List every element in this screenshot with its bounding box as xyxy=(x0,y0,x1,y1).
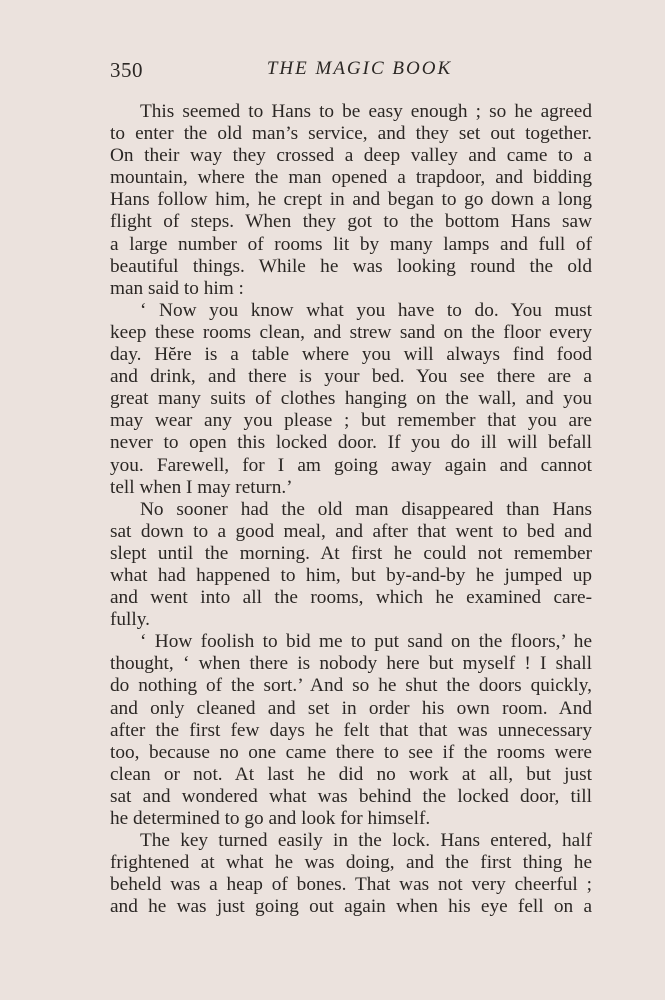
text-line: clean or not. At last he did no work at all, but just xyxy=(110,763,592,785)
text-line: great many suits of clothes hanging on the wall, and you xyxy=(110,388,592,410)
running-title: THE MAGIC BOOK xyxy=(266,58,453,79)
text-line: beheld was a heap of bones. That was not very cheerful ; xyxy=(110,874,592,896)
text-line: a large number of rooms lit by many lamps and full of xyxy=(110,233,592,255)
text-line: This seemed to Hans to be easy enough ; so he agreed xyxy=(140,101,592,122)
text-line: slept until the morning. At first he could not remember xyxy=(110,542,592,564)
text-line: The key turned easily in the lock. Hans entered, half xyxy=(140,830,592,852)
text-line: to enter the old man’s service, and they set out together. xyxy=(110,123,592,145)
text-line: No sooner had the old man disappeared than Hans xyxy=(140,498,592,520)
text-line: thought, ‘ when there is nobody here but myself ! I shall xyxy=(110,653,592,675)
text-line: too, because no one came there to see if the rooms were xyxy=(110,741,592,763)
text-line: what had happened to him, but by-and-by he jumped up xyxy=(110,564,592,586)
text-line: after the first few days he felt that that was unnecessary xyxy=(110,719,592,741)
text-line: sat down to a good meal, and after that went to bed and xyxy=(110,520,592,542)
text-line: you. Farewell, for I am going away again and cannot xyxy=(110,454,592,476)
text-line: day. Hĕre is a table where you will always find food xyxy=(110,344,592,366)
text-line: and drink, and there is your bed. You see there are a xyxy=(110,366,592,388)
text-line: never to open this locked door. If you do ill will befall xyxy=(110,432,592,454)
text-line: tell when I may return.’ xyxy=(110,476,293,498)
text-line: may wear any you please ; but remember that you are xyxy=(110,410,592,432)
text-line: fully. xyxy=(110,609,150,631)
text-line: ‘ How foolish to bid me to put sand on the floors,’ he xyxy=(140,631,592,653)
text-line: beautiful things. While he was looking round the old xyxy=(110,255,592,277)
text-line: ‘ Now you know what you have to do. You must xyxy=(140,299,592,321)
page-number: 350 xyxy=(110,58,143,82)
text-line: keep these rooms clean, and strew sand on the floor every xyxy=(110,321,592,343)
text-line: man said to him : xyxy=(110,277,244,299)
text-line: and only cleaned and set in order his own room. And xyxy=(110,697,592,719)
text-line: On their way they crossed a deep valley and came to a xyxy=(110,145,592,167)
text-line: sat and wondered what was behind the locked door, till xyxy=(110,785,592,807)
text-line: and he was just going out again when his eye fell on a xyxy=(110,896,592,918)
text-line: Hans follow him, he crept in and began to go down a long xyxy=(110,189,592,211)
text-line: flight of steps. When they got to the bottom Hans saw xyxy=(110,211,592,233)
text-line: he determined to go and look for himself. xyxy=(110,808,431,829)
text-line: do nothing of the sort.’ And so he shut the doors quickly, xyxy=(110,675,592,697)
body-text xyxy=(110,101,592,918)
text-line: frightened at what he was doing, and the first thing he xyxy=(110,852,592,874)
text-line: mountain, where the man opened a trapdoor, and bidding xyxy=(110,167,592,189)
text-line: and went into all the rooms, which he examined care- xyxy=(110,587,592,609)
page-header xyxy=(110,58,595,88)
